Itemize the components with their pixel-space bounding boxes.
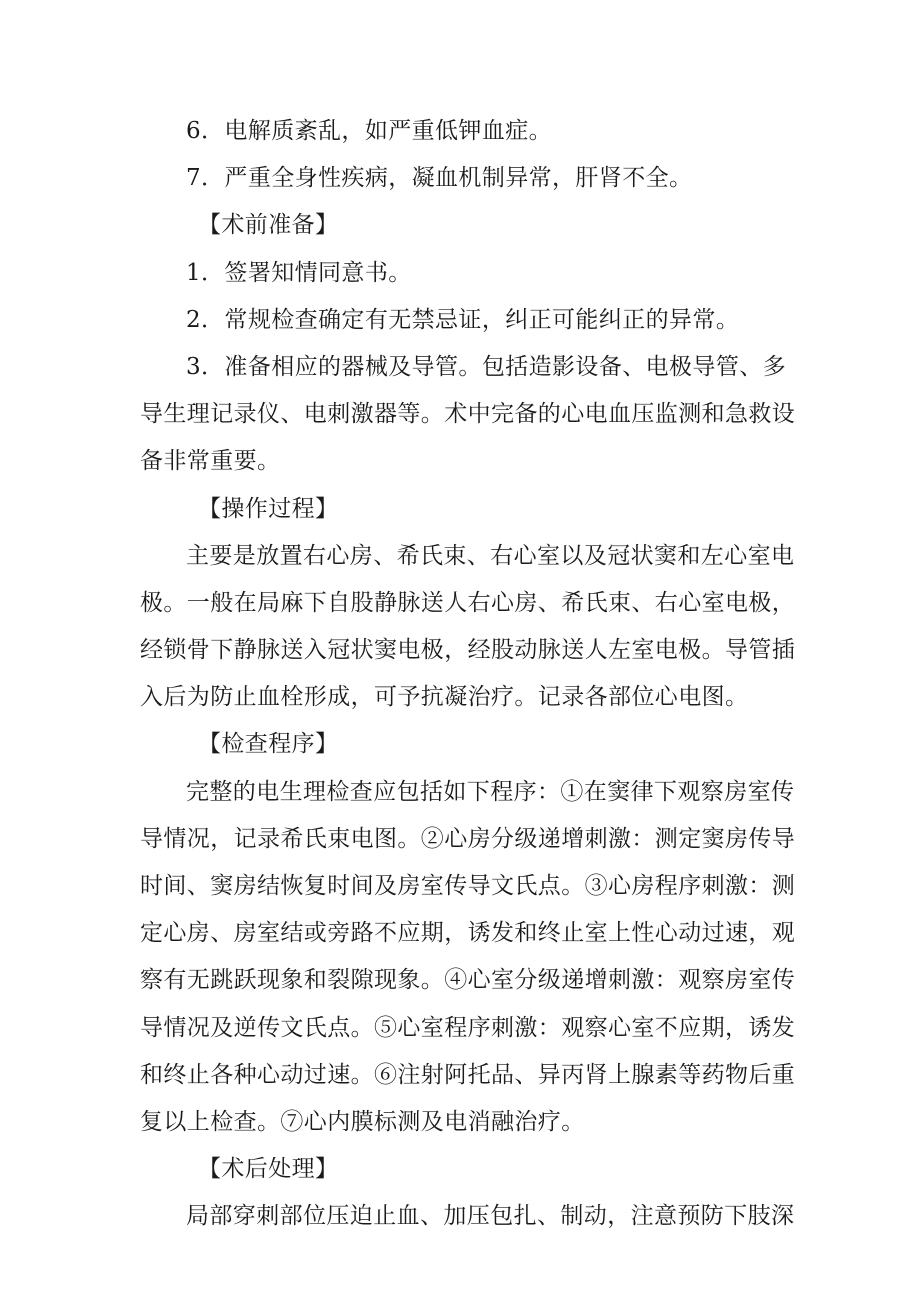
procedure-paragraph-line: 主要是放置右心房、希氏束、右心室以及冠状窦和左心室电 [186,542,795,569]
procedure-paragraph-line: 经锁骨下静脉送入冠状窦电极，经股动脉送人左室电极。导管插 [140,637,796,664]
contraindication-item-6: 6．电解质紊乱，如严重低钾血症。 [186,118,553,144]
section-heading-exam: 【检查程序】 [198,731,339,758]
section-heading-postop: 【术后处理】 [198,1156,339,1183]
procedure-paragraph-line: 极。一般在局麻下自股静脉送人右心房、希氏束、右心室电极， [140,589,796,616]
exam-paragraph-line: 导情况，记录希氏束电图。②心房分级递增刺激：测定窦房传导 [140,825,796,852]
exam-paragraph-line: 完整的电生理检查应包括如下程序：①在窦律下观察房室传 [186,778,795,805]
preop-item-3-line: 备非常重要。 [140,448,281,475]
procedure-paragraph-line: 入后为防止血栓形成，可予抗凝治疗。记录各部位心电图。 [140,684,749,711]
preop-item-3-line: 导生理记录仪、电刺激器等。术中完备的心电血压监测和急救设 [140,401,796,428]
preop-item-3-line: 3．准备相应的器械及导管。包括造影设备、电极导管、多 [186,353,787,380]
document-page [140,108,796,1241]
exam-paragraph-line: 和终止各种心动过速。⑥注射阿托品、异丙肾上腺素等药物后重 [140,1061,796,1088]
section-heading-procedure: 【操作过程】 [198,495,339,522]
exam-paragraph-line: 导情况及逆传文氏点。⑤心室程序刺激：观察心室不应期，诱发 [140,1014,796,1041]
section-heading-preop: 【术前准备】 [198,212,339,239]
exam-paragraph-line: 复以上检查。⑦心内膜标测及电消融治疗。 [140,1108,585,1135]
preop-item-1: 1．签署知情同意书。 [186,259,412,286]
exam-paragraph-line: 察有无跳跃现象和裂隙现象。④心室分级递增刺激：观察房室传 [140,967,796,994]
postop-paragraph-line: 局部穿刺部位压迫止血、加压包扎、制动，注意预防下肢深 [186,1203,795,1230]
preop-item-2: 2．常规检查确定有无禁忌证，纠正可能纠正的异常。 [186,306,740,333]
contraindication-item-7: 7．严重全身性疾病，凝血机制异常，肝肾不全。 [186,165,693,192]
exam-paragraph-line: 定心房、房室结或旁路不应期，诱发和终止室上性心动过速，观 [140,920,796,947]
exam-paragraph-line: 时间、窦房结恢复时间及房室传导文氏点。③心房程序刺激：测 [140,873,796,899]
